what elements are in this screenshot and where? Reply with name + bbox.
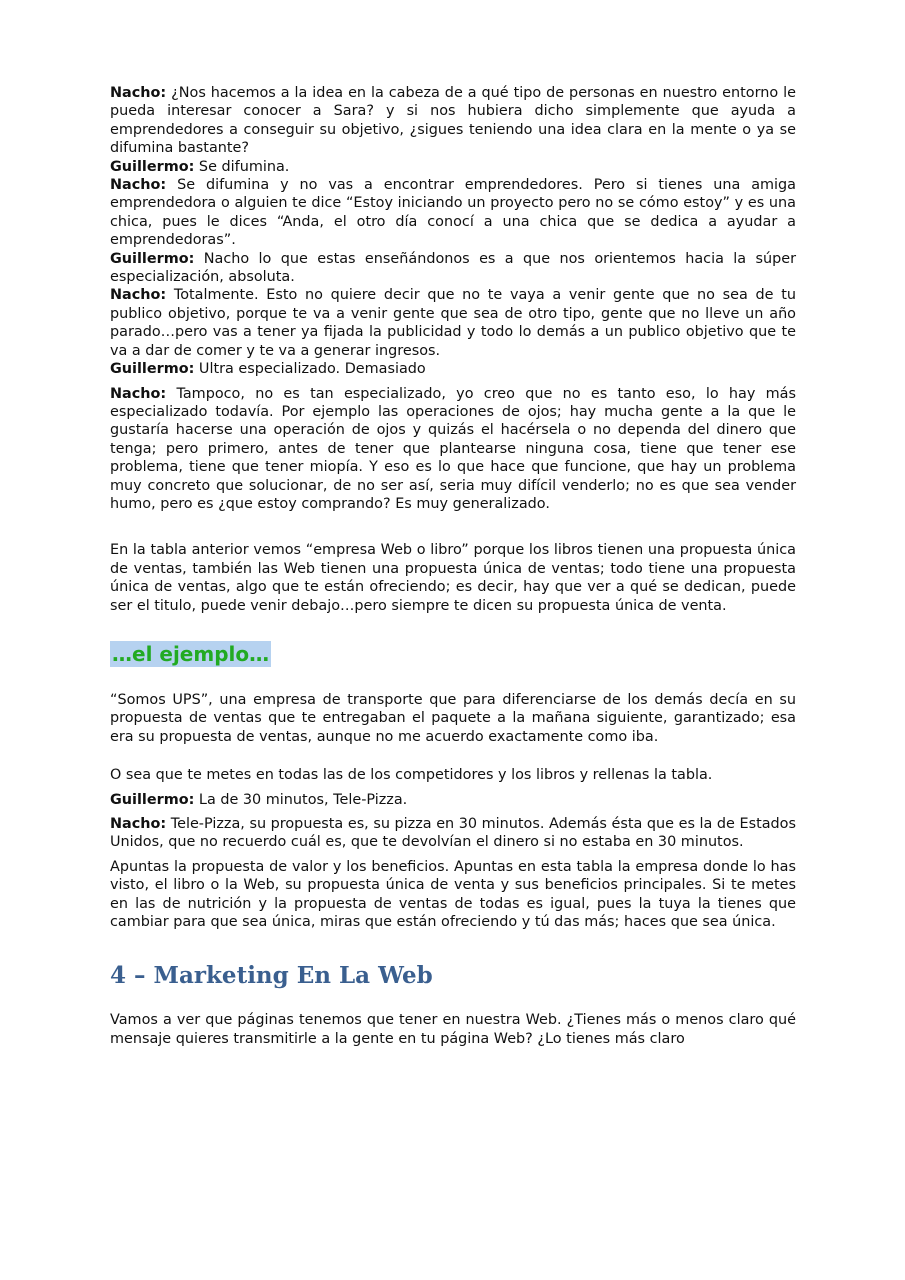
paragraph-apuntas: Apuntas la propuesta de valor y los beneficios. Apuntas en esta tabla la empresa donde lo has visto, el libro o la Web, su propuesta única de venta y sus beneficios principales. Si te metes en las de nutrición y la propuesta de ventas de todas es igual, pues la tuya la tienes que cambiar para que sea única, miras que están ofreciendo y tú das más; haces que sea única.: [110, 858, 796, 931]
dialogue-text: La de 30 minutos, Tele-Pizza.: [194, 791, 408, 808]
example-heading-wrapper: [110, 615, 796, 667]
speaker-name: Guillermo:: [110, 250, 195, 267]
paragraph-table: En la tabla anterior vemos “empresa Web o libro” porque los libros tienen una propuesta única de ventas, también las Web tienen una propuesta única de ventas; todo tiene una propuesta única de ventas, algo que te están ofreciendo; es decir, hay que ver a qué se dedican, puede ser el titulo, puede venir debajo…pero siempre te dicen su propuesta única de venta.: [110, 542, 796, 614]
paragraph-web: Vamos a ver que páginas tenemos que tener en nuestra Web. ¿Tienes más o menos claro qué mensaje quieres transmitirle a la gente en tu página Web? ¿Lo tienes más claro: [110, 1012, 796, 1047]
dialogue-line: [110, 360, 796, 378]
dialogue-text: Tele-Pizza, su propuesta es, su pizza en 30 minutos. Además ésta que es la de Estados Unidos, que no recuerdo cuál es, que te devolvían el dinero si no estaba en 30 minutos.: [110, 816, 796, 851]
dialogue-text: Totalmente. Esto no quiere decir que no te vaya a venir gente que no sea de tu publico objetivo, porque te va a venir gente que sea de otro tipo, gente que no lleve un año parado…pero vas a tener ya fijada la publicidad y todo lo demás a un publico objetivo que te va a dar de comer y te va a generar ingresos.: [110, 287, 796, 359]
dialogue-line: [110, 158, 796, 176]
speaker-name: Nacho:: [110, 385, 167, 402]
speaker-name: Nacho:: [110, 816, 167, 832]
paragraph-competitors: O sea que te metes en todas las de los competidores y los libros y rellenas la tabla.: [110, 767, 713, 784]
paragraph-ups: “Somos UPS”, una empresa de transporte que para diferenciarse de los demás decía en su propuesta de ventas que te entregaban el paquete a la mañana siguiente, garantizado; esa era su propuesta de ventas, aunque no me acuerdo exactamente como iba.: [110, 691, 796, 745]
dialogue-text: Se difumina.: [194, 158, 290, 175]
dialogue-text: ¿Nos hacemos a la idea en la cabeza de a qué tipo de personas en nuestro entorno le pueda interesar conocer a Sara? y si nos hubiera dicho simplemente que ayuda a emprendedores a conseguir su objetivo, ¿sigues teniendo una idea clara en la mente o ya se difumina bastante?: [110, 85, 796, 157]
section-heading: 4 – Marketing En La Web: [110, 962, 433, 990]
dialogue-line: [110, 84, 796, 158]
dialogue-line: [110, 250, 796, 287]
speaker-name: Guillermo:: [110, 791, 195, 808]
dialogue-line: [110, 176, 796, 250]
example-heading: …el ejemplo…: [112, 641, 270, 666]
dialogue-text: Nacho lo que estas enseñándonos es a que nos orientemos hacia la súper especialización, absoluta.: [110, 250, 796, 286]
dialogue-line: [110, 385, 796, 514]
speaker-name: Nacho:: [110, 287, 167, 304]
dialogue-text: Se difumina y no vas a encontrar emprendedores. Pero si tienes una amiga emprendedora o alguien te dice “Estoy iniciando un proyecto pero no se cómo estoy” y es una chica, pues le dices “Anda, el otro día conocí a una chica que se dedica a ayudar a emprendedoras”.: [110, 177, 796, 249]
speaker-name: Nacho:: [110, 177, 167, 194]
speaker-name: Guillermo:: [110, 361, 195, 378]
document-page: [110, 84, 796, 1048]
dialogue-line: [110, 815, 796, 852]
dialogue-text: Ultra especializado. Demasiado: [194, 361, 426, 378]
dialogue-line: [110, 791, 796, 809]
speaker-name: Guillermo:: [110, 158, 195, 175]
dialogue-line: [110, 286, 796, 360]
dialogue-text: Tampoco, no es tan especializado, yo creo que no es tanto eso, lo hay más especializado todavía. Por ejemplo las operaciones de ojos; hay mucha gente a la que le gustaría hacerse una operación de ojos y quizás el hacérsela o no dependa del dinero que tenga; pero primero, antes de tener que plantearse ninguna cosa, tiene que tener ese problema, tiene que tener miopía. Y eso es lo que hace que funcione, que hay un problema muy concreto que solucionar, de no ser así, seria muy difícil venderlo; no es que sea vender humo, pero es ¿que estoy comprando? Es muy generalizado.: [110, 385, 796, 512]
speaker-name: Nacho:: [110, 85, 167, 101]
